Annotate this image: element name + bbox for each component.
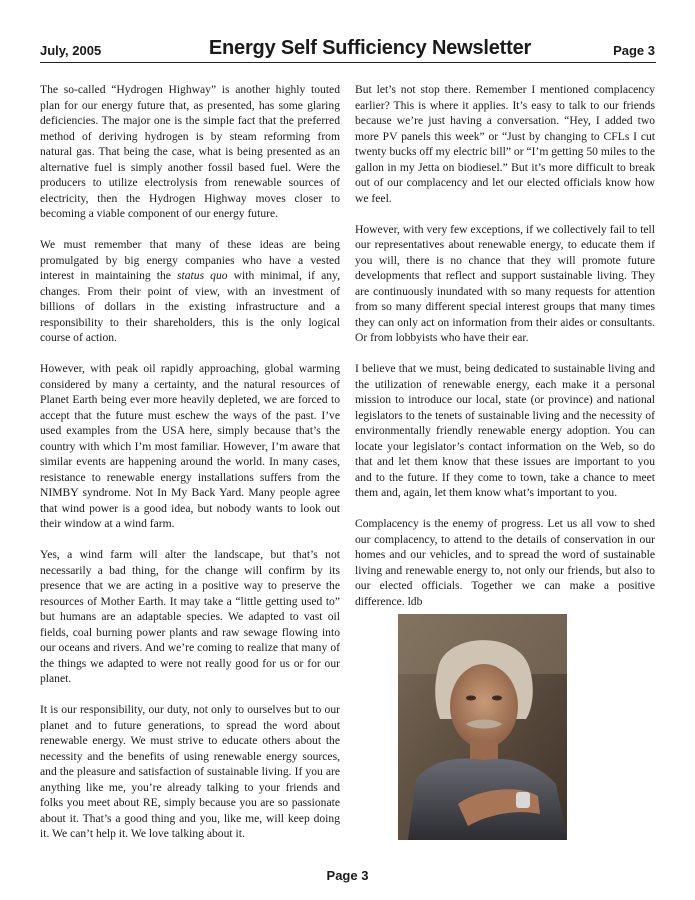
left-column: [40, 82, 340, 857]
newsletter-title: Energy Self Sufficiency Newsletter: [208, 37, 532, 59]
header-page-number: Page 3: [613, 43, 655, 58]
paragraph-conclusion: Complacency is the enemy of progress. Let us all vow to shed our complacency, to attend to the details of conservation in our homes and our vehicles, and to spread the word of sustainable living and renewable energy to, not only our friends, but also to our elected officials. Together we can make a positive difference. ldb: [355, 517, 655, 608]
paragraph-text: We must remember that many of these ideas are being promulgated by big energy companies who have a vested interest in maintaining the: [40, 238, 340, 282]
paragraph-representatives: However, with very few exceptions, if we collectively fail to tell our representatives about renewable energy, to educate them if you will, there is no chance that they will promote future developments that reflect and support sustainable living. They are continuously inundated with so many requests for attention from so many different special interest groups that many times they can only act on information from their aides or consultants. Or from lobbyists who have their ear.: [355, 222, 655, 344]
paragraph-energy-companies: [40, 237, 340, 346]
author-photo: [398, 614, 567, 840]
header-divider: [40, 62, 656, 63]
paragraph-peak-oil: However, with peak oil rapidly approaching, global warming considered by many a certainty, and the natural resources of Planet Earth being ever more heavily depleted, we are forced to accept that the future must eschew the ways of the past. I’ve used examples from the USA here, simply because that’s the country with which I’m most familiar. However, I’m aware that similar events are happening around the world. In many cases, resistance to renewable energy installations suffers from the NIMBY syndrome. Not In My Back Yard. Many people agree that wind power is a good idea, but nobody wants to look out their window at a wind farm.: [40, 362, 340, 530]
paragraph-hydrogen-highway: The so-called “Hydrogen Highway” is another highly touted plan for our energy future that, as presented, has some glaring deficiencies. The major one is the simple fact that the preferred method of deriving hydrogen is by steam reforming from natural gas. That being the case, what is being presented as an alternative fuel is simply another fossil based fuel. Were the producers to utilize electrolysis from renewable sources of electricity, then the Hydrogen Highway moves closer to becoming a viable component of our energy future.: [40, 83, 340, 220]
paragraph-responsibility: It is our responsibility, our duty, not only to ourselves but to our planet and to future generations, to spread the word about renewable energy. We must strive to educate others about the necessity and the benefits of using renewable energy sources, and the pleasure and satisfaction of sustainable living. If you are anything like me, you’re already talking to your friends and folks you meet about RE, simply because you are so passionate about it. That’s a good thing and you, like me, will keep doing it. We can’t help it. We love talking about it.: [40, 703, 340, 840]
footer-page-number: Page 3: [326, 868, 369, 883]
page-header: [40, 37, 655, 63]
status-quo-italic: status quo: [177, 269, 228, 282]
paragraph-legislators: I believe that we must, being dedicated to sustainable living and the utilization of renewable energy, each make it a personal mission to introduce our local, state (or province) and national legislators to the tenets of sustainable living and the necessity of environmentally friendly renewable energy adoption. You can locate your legislator’s contact information on the Web, so do that and let them know that these issues are important to you and to the future. If they come to town, take a chance to meet them and, again, let them know what’s important to you.: [355, 362, 655, 499]
paragraph-wind-farm: Yes, a wind farm will alter the landscape, but that’s not necessarily a bad thing, for the change will confirm by its presence that we are acting in a positive way to preserve the resources of Mother Earth. It may take a “little getting used to” but humans are an adaptable species. We adapted to vast oil fields, coal burning power plants and raw sewage flowing into our oceans and rivers. And we’re coming to realize that many of the things we adapted to were not really good for us or for our planet.: [40, 548, 340, 685]
right-column: [355, 82, 655, 625]
paragraph-text: with minimal, if any, changes. From their point of view, with an investment of billions of dollars in the existing infrastructure and a responsibility to their shareholders, this is the only logical course of action.: [40, 269, 340, 344]
paragraph-complacency: But let’s not stop there. Remember I mentioned complacency earlier? This is where it applies. It’s easy to talk to our friends because we’re just having a conversation. “Hey, I added two more PV panels this week” or “Just by changing to CFLs I cut twenty bucks off my electric bill” or “I’m getting 50 miles to the gallon in my Jetta on biodiesel.” But it’s more difficult to break out of our complacency and let our elected officials know how we feel.: [355, 83, 655, 205]
issue-date: July, 2005: [40, 43, 102, 58]
